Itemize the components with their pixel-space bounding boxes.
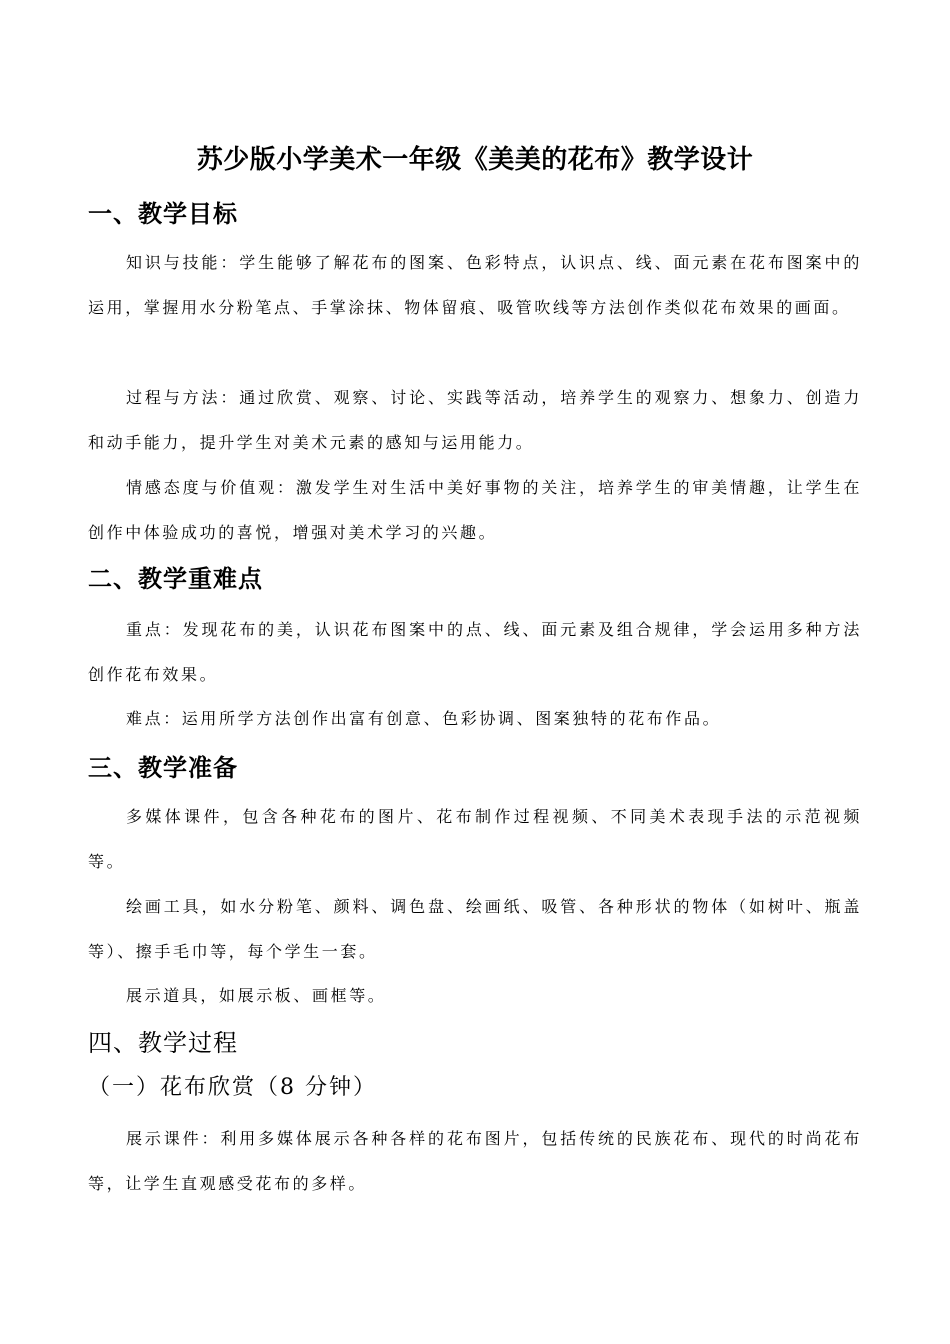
paragraph-key-point: 重点：发现花布的美，认识花布图案中的点、线、面元素及组合规律，学会运用多种方法创作花布效果。 <box>88 620 862 684</box>
paragraph-knowledge-skills: 知识与技能：学生能够了解花布的图案、色彩特点，认识点、线、面元素在花布图案中的运用，掌握用水分粉笔点、手掌涂抹、物体留痕、吸管吹线等方法创作类似花布效果的画面。 <box>88 253 862 317</box>
section-heading-objectives: 一、教学目标 <box>88 200 238 228</box>
subsection-heading-appreciation: （一）花布欣赏（8 分钟） <box>88 1075 377 1100</box>
paragraph-multimedia: 多媒体课件，包含各种花布的图片、花布制作过程视频、不同美术表现手法的示范视频等。 <box>88 807 862 871</box>
section-heading-process: 四、教学过程 <box>88 1029 238 1057</box>
document-title: 苏少版小学美术一年级《美美的花布》教学设计 <box>196 145 754 175</box>
section-heading-key-points: 二、教学重难点 <box>88 565 263 593</box>
paragraph-process-methods: 过程与方法：通过欣赏、观察、讨论、实践等活动，培养学生的观察力、想象力、创造力和动手能力，提升学生对美术元素的感知与运用能力。 <box>88 388 862 452</box>
paragraph-emotion-values: 情感态度与价值观：激发学生对生活中美好事物的关注，培养学生的审美情趣，让学生在创作中体验成功的喜悦，增强对美术学习的兴趣。 <box>88 478 862 542</box>
section-heading-preparation: 三、教学准备 <box>88 754 238 782</box>
paragraph-show-courseware: 展示课件：利用多媒体展示各种各样的花布图片，包括传统的民族花布、现代的时尚花布等，让学生直观感受花布的多样。 <box>88 1129 862 1193</box>
paragraph-drawing-tools: 绘画工具，如水分粉笔、颜料、调色盘、绘画纸、吸管、各种形状的物体（如树叶、瓶盖等）、擦手毛巾等，每个学生一套。 <box>88 897 862 961</box>
paragraph-display-props: 展示道具，如展示板、画框等。 <box>126 986 387 1005</box>
paragraph-difficulty: 难点：运用所学方法创作出富有创意、色彩协调、图案独特的花布作品。 <box>126 709 722 728</box>
